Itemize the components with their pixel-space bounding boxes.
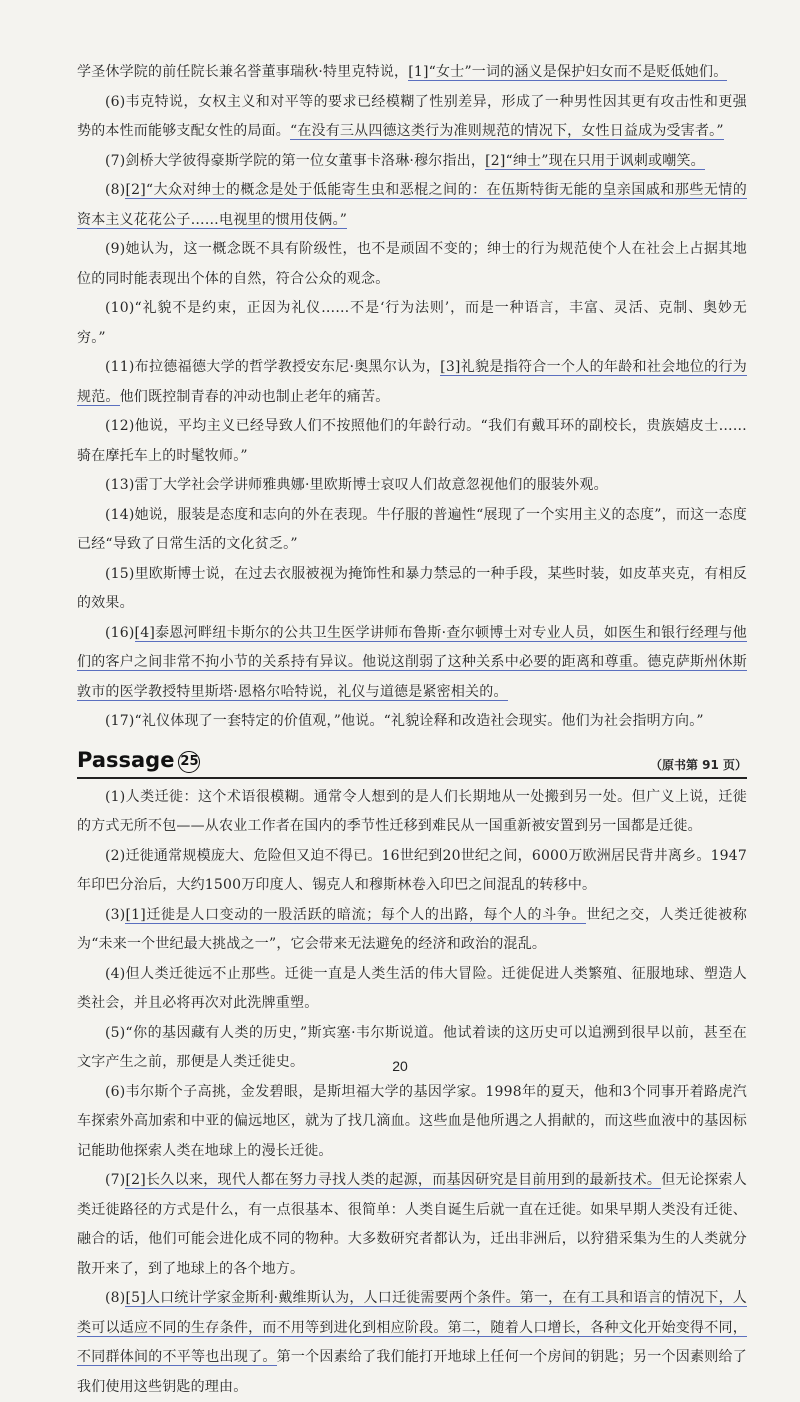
answer-underline: [2]“绅士”现在只用于讽刺或嘲笑。	[485, 152, 705, 169]
answer-underline: “在没有三从四德这类行为准则规范的情况下，女性日益成为受害者。”	[290, 123, 724, 139]
paragraph-16: (16)[4]泰恩河畔纽卡斯尔的公共卫生医学讲师布鲁斯·查尔顿博士对专业人员，如医生和银行经理与他们的客户之间非常不拘小节的关系持有异议。他说这削弱了这种关系中必要的距离和尊重。德克萨斯州休斯敦市的医学教授特里斯塔·恩格尔哈特说，礼仪与道德是紧密相关的。	[77, 624, 748, 700]
passage-header	[77, 747, 747, 779]
answer-underline: [1]“女士”一词的涵义是保护妇女而不是贬低她们。	[408, 64, 728, 80]
answer-underline: [2]“大众对绅士的概念是处于低能寄生虫和恶棍之间的：在伍斯特街无能的皇亲国戚和那些无情的资本主义花花公子……电视里的惯用伎俩。”	[77, 182, 747, 228]
answer-underline: [5]人口统计学家金斯利·戴维斯认为，人口迁徙需要两个条件。第一，在有工具和语言的情况下，人类可以适应不同的生存条件，而不用等到进化到相应阶段。第二，随着人口增长，各种文化开始变得不同，不同群体间的不平等也出现了。	[77, 1290, 747, 1365]
paragraph-6: (6)韦克特说，女权主义和对平等的要求已经模糊了性别差异，形成了一种男性因其更有攻击性和更强势的本性而能够支配女性的局面。“在没有三从四德这类行为准则规范的情况下，女性日益成为受害者。”	[77, 93, 747, 139]
paragraph-10: (10)“礼貌不是约束，正因为礼仪……不是‘行为法则’，而是一种语言，丰富、灵活、克制、奥妙无穷。”	[77, 300, 747, 346]
answer-underline: [1]迁徙是人口变动的一股活跃的暗流；每个人的出路，每个人的斗争。	[125, 906, 587, 923]
page-content	[77, 58, 747, 1402]
paragraph-p25-6: (6)韦尔斯个子高挑，金发碧眼，是斯坦福大学的基因学家。1998年的夏天，他和3个同事开着路虎汽车探索外高加索和中亚的偏远地区，就为了找几滴血。这些血是他所遇之人捐献的，而这些血液中的基因标记能助他探索人类在地球上的漫长迁徙。	[77, 1083, 747, 1159]
paragraph-17: (17)“礼仪体现了一套特定的价值观，”他说。“礼貌诠释和改造社会现实。他们为社会指明方向。”	[105, 713, 704, 729]
paragraph-p25-5: (5)“你的基因藏有人类的历史，”斯宾塞·韦尔斯说道。他试着读的这历史可以追溯到很早以前，甚至在文字产生之前，那便是人类迁徙史。	[77, 1024, 747, 1070]
answer-underline: [2]长久以来，现代人都在努力寻找人类的起源，而基因研究是目前用到的最新技术。	[125, 1172, 662, 1188]
paragraph-15: (15)里欧斯博士说，在过去衣服被视为掩饰性和暴力禁忌的一种手段，某些时装，如皮革夹克，有相反的效果。	[77, 565, 747, 611]
source-page-reference: （原书第 91 页）	[649, 757, 747, 772]
answer-underline: [3]礼貌是指符合一个人的年龄和社会地位的行为规范。	[77, 359, 747, 405]
paragraph-p25-2: (2)迁徙通常规模庞大、危险但又迫不得已。16世纪到20世纪之间，6000万欧洲居民背井离乡。1947年印巴分治后，大约1500万印度人、锡克人和穆斯林卷入印巴之间混乱的转移中。	[77, 847, 747, 893]
passage-number-badge: 25	[178, 751, 200, 773]
paragraph-5-cont: 学圣休学院的前任院长兼名誉董事瑞秋·特里克特说，[1]“女士”一词的涵义是保护妇女而不是贬低她们。	[77, 64, 728, 80]
passage-title: Passage 25	[77, 747, 199, 772]
paragraph-9: (9)她认为，这一概念既不具有阶级性，也不是顽固不变的；绅士的行为规范使个人在社会上占据其地位的同时能表现出个体的自然，符合公众的观念。	[77, 241, 747, 287]
paragraph-p25-3: (3)[1]迁徙是人口变动的一股活跃的暗流；每个人的出路，每个人的斗争。世纪之交，人类迁徙被称为“未来一个世纪最大挑战之一”，它会带来无法避免的经济和政治的混乱。	[77, 906, 748, 952]
paragraph-14: (14)她说，服装是态度和志向的外在表现。牛仔服的普遍性“展现了一个实用主义的态度”，而这一态度已经“导致了日常生活的文化贫乏。”	[77, 506, 747, 552]
paragraph-p25-7: (7)[2]长久以来，现代人都在努力寻找人类的起源，而基因研究是目前用到的最新技术。但无论探索人类迁徙路径的方式是什么，有一点很基本、很简单：人类自诞生后就一直在迁徙。如果早期人类没有迁徙、融合的话，他们可能会进化成不同的物种。大多数研究者都认为，迁出非洲后，以狩猎采集为生的人类就分散开来了，到了地球上的各个地方。	[77, 1172, 747, 1277]
paragraph-p25-4: (4)但人类迁徙远不止那些。迁徙一直是人类生活的伟大冒险。迁徙促进人类繁殖、征服地球、塑造人类社会，并且必将再次对此洗牌重塑。	[77, 965, 747, 1011]
paragraph-7: (7)剑桥大学彼得豪斯学院的第一位女董事卡洛琳·穆尔指出，[2]“绅士”现在只用于讽刺或嘲笑。	[105, 152, 705, 169]
paragraph-11: (11)布拉德福德大学的哲学教授安东尼·奥黑尔认为，[3]礼貌是指符合一个人的年龄和社会地位的行为规范。他们既控制青春的冲动也制止老年的痛苦。	[77, 359, 747, 405]
paragraph-12: (12)他说，平均主义已经导致人们不按照他们的年龄行动。“我们有戴耳环的副校长，贵族嬉皮士……骑在摩托车上的时髦牧师。”	[77, 418, 747, 464]
answer-underline: [4]泰恩河畔纽卡斯尔的公共卫生医学讲师布鲁斯·查尔顿博士对专业人员，如医生和银行经理与他们的客户之间非常不拘小节的关系持有异议。	[77, 624, 747, 670]
paragraph-8: (8)[2]“大众对绅士的概念是处于低能寄生虫和恶棍之间的：在伍斯特街无能的皇亲国戚和那些无情的资本主义花花公子……电视里的惯用伎俩。”	[77, 182, 747, 228]
paragraph-p25-8: (8)[5]人口统计学家金斯利·戴维斯认为，人口迁徙需要两个条件。第一，在有工具和语言的情况下，人类可以适应不同的生存条件，而不用等到进化到相应阶段。第二，随着人口增长，各种文化开始变得不同，不同群体间的不平等也出现了。第一个因素给了我们能打开地球上任何一个房间的钥匙；另一个因素则给了我们使用这些钥匙的理由。	[77, 1290, 747, 1395]
paragraph-13: (13)雷丁大学社会学讲师雅典娜·里欧斯博士哀叹人们故意忽视他们的服装外观。	[105, 477, 608, 493]
page-number: 20	[392, 1058, 408, 1074]
paragraph-p25-1: (1)人类迁徙：这个术语很模糊。通常令人想到的是人们长期地从一处搬到另一处。但广义上说，迁徙的方式无所不包——从农业工作者在国内的季节性迁移到难民从一国重新被安置到另一国都是迁徙。	[77, 788, 747, 834]
answer-underline: 他说这削弱了这种关系中必要的距离和尊重。德克萨斯州休斯敦市的医学教授特里斯塔·恩格尔哈特说，礼仪与道德是紧密相关的。	[77, 654, 748, 700]
